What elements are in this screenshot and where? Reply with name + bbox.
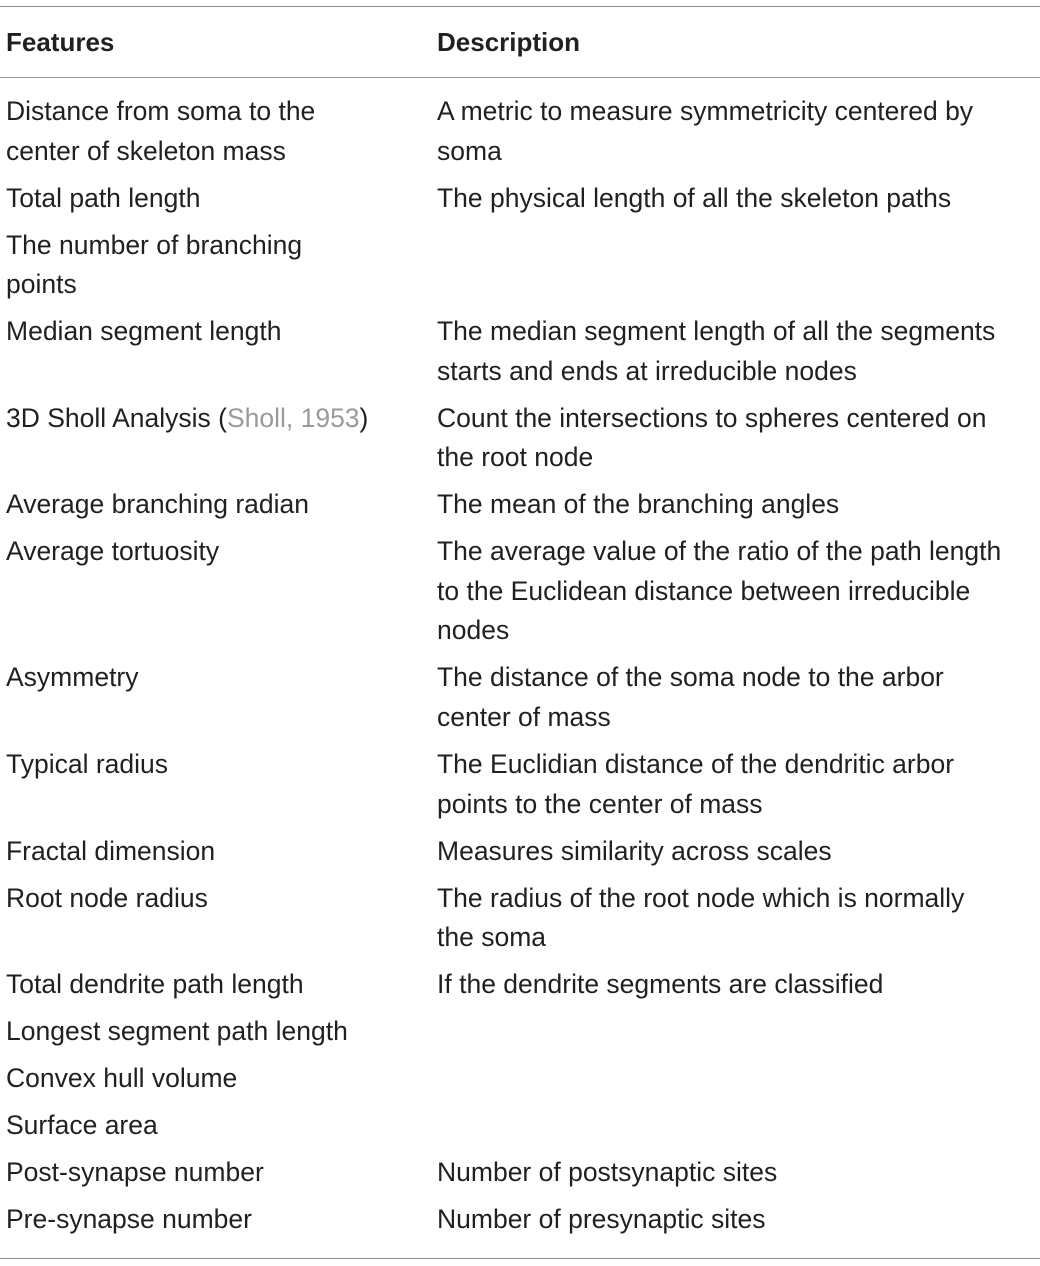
table-row — [6, 745, 1040, 824]
description-cell: The average value of the ratio of the path length to the Euclidean distance between irreducible nodes — [437, 536, 1002, 646]
description-cell — [437, 226, 1040, 305]
table-row — [6, 1012, 1040, 1052]
feature-text: ) — [359, 402, 369, 433]
description-cell: The physical length of all the skeleton paths — [437, 182, 952, 213]
table-bottom-rule — [0, 1258, 1040, 1259]
description-cell: The radius of the root node which is normally the soma — [437, 882, 965, 953]
table-row — [6, 1153, 1040, 1193]
feature-cell: Post-synapse number — [6, 1157, 264, 1188]
table-row — [6, 879, 1040, 958]
description-cell — [437, 1012, 1040, 1052]
description-cell: Measures similarity across scales — [437, 835, 832, 866]
table-row — [6, 1200, 1040, 1240]
description-cell: Number of presynaptic sites — [437, 1204, 766, 1235]
table-row — [6, 658, 1040, 737]
description-cell: A metric to measure symmetricity centered by soma — [437, 96, 974, 166]
table-row — [6, 1106, 1040, 1146]
table-header — [0, 7, 1040, 78]
feature-cell: The number of branching points — [6, 229, 303, 300]
table-row — [6, 399, 1040, 478]
feature-cell: Distance from soma to the center of skeleton mass — [6, 96, 316, 166]
feature-cell: Typical radius — [6, 749, 169, 780]
feature-cell: Longest segment path length — [6, 1016, 348, 1047]
feature-cell: Average tortuosity — [6, 536, 220, 567]
table-row — [6, 532, 1040, 651]
feature-cell: Pre-synapse number — [6, 1204, 252, 1235]
feature-cell: Total path length — [6, 182, 201, 213]
feature-cell: Total dendrite path length — [6, 969, 304, 1000]
features-column-header: Features — [6, 26, 115, 57]
table-row — [6, 179, 1040, 219]
feature-cell — [6, 399, 437, 478]
table-row — [6, 226, 1040, 305]
feature-cell: Convex hull volume — [6, 1063, 238, 1094]
description-cell — [437, 1106, 1040, 1146]
citation-link[interactable]: Sholl, 1953 — [226, 402, 360, 433]
description-cell: If the dendrite segments are classified — [437, 969, 884, 1000]
feature-cell: Asymmetry — [6, 662, 139, 693]
description-cell: Count the intersections to spheres centered on the root node — [437, 402, 987, 473]
description-cell: The distance of the soma node to the arbor center of mass — [437, 662, 944, 733]
description-cell: The Euclidian distance of the dendritic arbor points to the center of mass — [437, 749, 955, 819]
table-row — [6, 485, 1040, 525]
description-cell: The mean of the branching angles — [437, 489, 840, 520]
table-row — [6, 965, 1040, 1005]
table-row — [6, 312, 1040, 391]
feature-cell: Surface area — [6, 1110, 158, 1141]
table-row — [6, 92, 1040, 171]
feature-cell: Fractal dimension — [6, 835, 216, 866]
table-body — [6, 78, 1040, 1240]
description-cell: Number of postsynaptic sites — [437, 1157, 778, 1188]
feature-cell: Average branching radian — [6, 489, 310, 520]
features-table — [6, 0, 1040, 1240]
table-row — [6, 1059, 1040, 1099]
description-cell — [437, 1059, 1040, 1099]
description-column-header: Description — [437, 26, 581, 57]
feature-text: 3D Sholl Analysis ( — [6, 402, 227, 433]
feature-cell: Root node radius — [6, 882, 208, 913]
table-row — [6, 832, 1040, 872]
description-cell: The median segment length of all the segments starts and ends at irreducible nodes — [437, 316, 996, 386]
feature-cell: Median segment length — [6, 316, 282, 347]
